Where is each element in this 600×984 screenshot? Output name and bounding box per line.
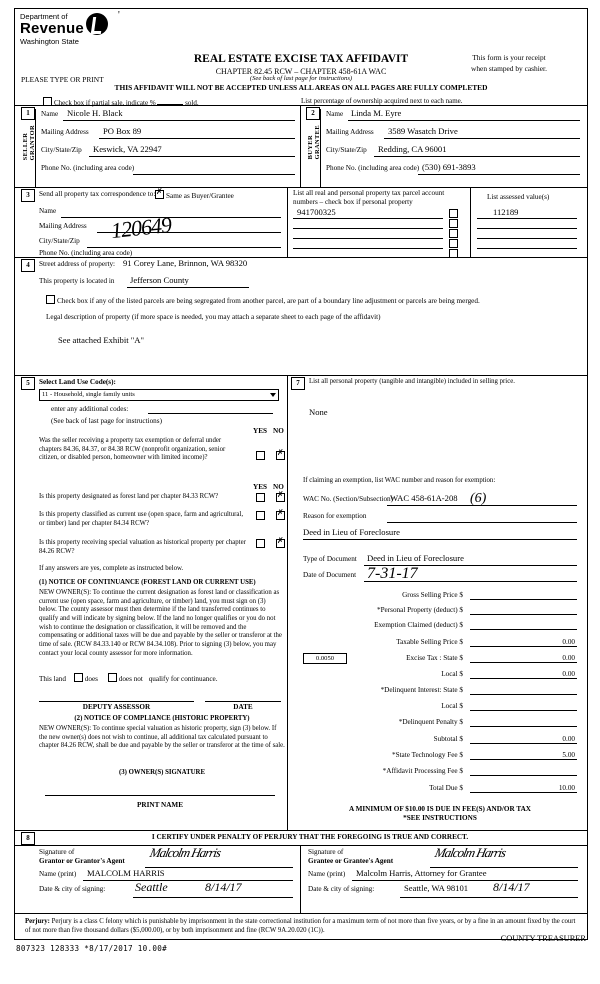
perjury-text: Perjury is a class C felony which is punishable by imprisonment in the state correctional institution for a maximum term of not more than five years, or by a fine in an amount fixed by the court of not more than five thousand dollars ($5,000.00), or by both imprisonment and fine (RCW 9A.20.020 (1C)).	[25, 918, 576, 935]
grantee-print-label: Name (print)	[308, 870, 346, 878]
located-in-value[interactable]: Jefferson County	[130, 275, 189, 285]
ownership-pct-note: List percentage of ownership acquired next to each name.	[301, 97, 463, 105]
row-label-11: *Affidavit Processing Fee $	[382, 767, 463, 775]
owners-signature-title: (3) OWNER(S) SIGNATURE	[119, 769, 205, 776]
document-type-label: Type of Document	[303, 555, 357, 563]
grantee-signature-label-1: Signature of	[308, 848, 344, 856]
q2-yes-checkbox[interactable]	[256, 493, 265, 502]
buyer-name-value[interactable]: Linda M. Eyre	[351, 108, 402, 118]
buyer-csz-label: City/State/Zip	[326, 146, 367, 154]
excise-rate-field[interactable]	[303, 653, 347, 664]
see-back-last-page: (See back of last page for instructions)	[51, 417, 162, 425]
grantor-signature-label-1: Signature of	[39, 848, 75, 856]
no-label-1: NO	[273, 427, 284, 435]
document-date-value[interactable]: 7-31-17	[367, 565, 418, 582]
q1-yes-checkbox[interactable]	[256, 451, 265, 460]
row-value-9: 0.00	[562, 735, 575, 743]
notice-continuance-title: (1) NOTICE OF CONTINUANCE (FOREST LAND OR CURRENT USE)	[39, 579, 256, 586]
pen-mark: '	[118, 10, 120, 21]
handwritten-parcel-note: 120649	[109, 211, 173, 244]
grantor-date-city[interactable]: Seattle	[135, 880, 168, 894]
row-value-4: 0.00	[562, 654, 575, 662]
minimum-due-line1: A MINIMUM OF $10.00 IS DUE IN FEE(S) AND/OR TAX	[349, 805, 531, 813]
grantor-print-value[interactable]: MALCOLM HARRIS	[87, 868, 165, 878]
row-label-7: Local $	[441, 702, 463, 710]
grantee-signature-mark[interactable]: Malcolm Harris	[433, 845, 507, 860]
section-5-number: 5	[21, 377, 35, 390]
grantor-signature-mark[interactable]: Malcolm Harris	[148, 845, 222, 860]
this-land-label: This land	[39, 675, 66, 683]
grantee-date-city[interactable]: Seattle, WA 98101	[404, 883, 469, 893]
dept-line1: Department of	[20, 12, 68, 21]
reason-exemption-value[interactable]: Deed in Lieu of Foreclosure	[303, 527, 400, 537]
certify-statement: I CERTIFY UNDER PENALTY OF PERJURY THAT THE FOREGOING IS TRUE AND CORRECT.	[151, 833, 469, 841]
grantor-signature-label-2: Grantor or Grantor's Agent	[39, 857, 125, 865]
parcel-header-line1: List all real and personal property tax parcel account	[293, 189, 445, 197]
row-label-4: Excise Tax : State $	[406, 654, 463, 662]
section-3-number: 3	[21, 189, 35, 202]
row-label-12: Total Due $	[429, 784, 463, 792]
see-back-instructions: (See back of last page for instructions)	[249, 75, 353, 82]
section-4-number: 4	[21, 259, 35, 272]
seller-name-label: Name	[41, 110, 59, 118]
located-in-label: This property is located in	[39, 277, 115, 285]
wac-no-label: WAC No. (Section/Subsection)	[303, 495, 394, 503]
county-treasurer-label: COUNTY TREASURER	[500, 934, 586, 943]
receipt-line1: This form is your receipt	[472, 53, 546, 62]
dept-line3: Washington State	[20, 36, 79, 46]
section-2-number: 2	[306, 107, 320, 120]
parcel-number-0[interactable]: 941700325	[297, 207, 336, 217]
same-as-buyer-label: Same as Buyer/Grantee	[166, 192, 234, 200]
same-as-buyer-row[interactable]	[155, 190, 234, 200]
form-subtitle: CHAPTER 82.45 RCW – CHAPTER 458-61A WAC	[215, 67, 387, 76]
does-not-checkbox[interactable]	[108, 673, 117, 682]
grantor-date-value[interactable]: 8/14/17	[205, 880, 242, 894]
buyer-csz-value[interactable]: Redding, CA 96001	[378, 144, 447, 154]
buyer-name-label: Name	[326, 110, 344, 118]
print-name-label: PRINT NAME	[137, 801, 183, 809]
row-value-10: 5.00	[562, 751, 575, 759]
form-title: REAL ESTATE EXCISE TAX AFFIDAVIT	[193, 53, 409, 65]
segregated-checkbox[interactable]	[46, 295, 55, 304]
row-value-12: 10.00	[558, 784, 575, 792]
row-label-0: Gross Selling Price $	[402, 591, 463, 599]
grantor-date-label: Date & city of signing:	[39, 885, 106, 893]
grantee-signature-label-2: Grantee or Grantee's Agent	[308, 857, 394, 865]
question-4-text: Is this property receiving special valuation as historical property per chapter 84.26 RCW?	[39, 539, 246, 555]
buyer-phone-label: Phone No. (including area code)	[326, 164, 420, 172]
seller-grantor-side-label: SELLER GRANTOR	[22, 125, 36, 161]
same-as-buyer-checkbox[interactable]	[155, 190, 164, 199]
form-frame	[14, 8, 588, 940]
buyer-mailing-value[interactable]: 3589 Wasatch Drive	[388, 126, 458, 136]
personal-property-label: List all personal property (tangible and intangible) included in selling price.	[309, 378, 515, 385]
street-address-label: Street address of property:	[39, 260, 116, 268]
q4-no-checkbox[interactable]	[276, 539, 285, 548]
segregated-row[interactable]	[46, 295, 566, 305]
if-any-yes-text: If any answers are yes, complete as instructed below.	[39, 565, 184, 572]
q3-yes-checkbox[interactable]	[256, 511, 265, 520]
receipt-line2: when stamped by cashier.	[471, 63, 547, 73]
assessed-header: List assessed value(s)	[487, 193, 550, 201]
q3-no-checkbox[interactable]	[276, 511, 285, 520]
continuance-row[interactable]	[39, 673, 218, 683]
perjury-note	[25, 917, 577, 935]
grantee-print-value[interactable]: Malcolm Harris, Attorney for Grantee	[356, 868, 487, 878]
grantee-date-value[interactable]: 8/14/17	[493, 880, 530, 894]
land-use-title: Select Land Use Code(s):	[39, 378, 116, 386]
parcel-header-line2: numbers – check box if personal property	[293, 198, 413, 206]
seller-csz-value[interactable]: Keswick, VA 22947	[93, 144, 162, 154]
excise-rate-value: 0.0050	[315, 655, 335, 662]
seller-csz-label: City/State/Zip	[41, 146, 82, 154]
chevron-down-icon[interactable]	[270, 393, 276, 397]
type-or-print-label: PLEASE TYPE OR PRINT	[21, 75, 104, 84]
reason-exemption-label: Reason for exemption	[303, 512, 367, 520]
land-use-selected-value: 11 - Household, single family units	[42, 391, 135, 398]
row-value-3: 0.00	[562, 638, 575, 646]
partial-sale-label: Check box if partial sale, indicate %	[54, 99, 156, 107]
additional-codes-label: enter any additional codes:	[51, 405, 129, 413]
row-label-5: Local $	[441, 670, 463, 678]
q4-yes-checkbox[interactable]	[256, 539, 265, 548]
no-label-2: NO	[273, 483, 284, 491]
yes-label-2: YES	[253, 483, 267, 491]
seller-mailing-value[interactable]: PO Box 89	[103, 126, 142, 136]
buyer-phone-value[interactable]: (530) 691-3893	[422, 162, 476, 172]
notice-compliance-body: NEW OWNER(S): To continue special valuation as historic property, sign (3) below. If the new owner(s) does not wish to continue, all additional tax calculated pursuant to chapter 84.26 RCW, shall be due and payable by the seller or transferor at the time of sale.	[39, 725, 285, 750]
yes-label-1: YES	[253, 427, 267, 435]
cashier-stamp: 807323 128333 *8/17/2017 10.00#	[16, 944, 168, 953]
seller-name-value[interactable]: Nicole H. Black	[67, 108, 123, 118]
legal-description-value[interactable]: See attached Exhibit "A"	[58, 335, 145, 345]
wac-no-value[interactable]: WAC 458-61A-208	[390, 493, 458, 503]
buyer-mailing-label: Mailing Address	[326, 128, 374, 136]
deputy-assessor-label: DEPUTY ASSESSOR	[82, 703, 151, 711]
parcel-personal-checkbox-4[interactable]	[449, 249, 458, 258]
section-8-number: 8	[21, 832, 35, 845]
seller-phone-label: Phone No. (including area code)	[41, 164, 135, 172]
question-2-text: Is this property designated as forest land per chapter 84.33 RCW?	[39, 493, 219, 500]
row-value-5: 0.00	[562, 670, 575, 678]
question-1-text: Was the seller receiving a property tax exemption or deferral under chapters 84.36, 84.37, or 84.38 RCW (nonprofit organization, senior citizen, or disabled person, homeowner with limited income)?	[39, 437, 226, 462]
parcel-personal-checkbox-2[interactable]	[449, 229, 458, 238]
row-label-2: Exemption Claimed (deduct) $	[374, 621, 463, 629]
buyer-grantee-side-label: BUYER GRANTEE	[307, 125, 321, 160]
seller-mailing-label: Mailing Address	[41, 128, 89, 136]
street-address-value[interactable]: 91 Corey Lane, Brinnon, WA 98320	[123, 258, 248, 268]
affidavit-warning: THIS AFFIDAVIT WILL NOT BE ACCEPTED UNLESS ALL AREAS ON ALL PAGES ARE FULLY COMPLETED	[114, 83, 488, 92]
personal-property-value[interactable]: None	[309, 407, 328, 417]
partial-sale-sold: sold.	[185, 99, 199, 107]
minimum-due-line2: *SEE INSTRUCTIONS	[403, 814, 477, 822]
section-7-number: 7	[291, 377, 305, 390]
does-label: does	[84, 675, 98, 683]
notice-compliance-title: (2) NOTICE OF COMPLIANCE (HISTORIC PROPERTY)	[74, 715, 250, 722]
row-label-9: Subtotal $	[433, 735, 463, 743]
section-1-number: 1	[21, 107, 35, 120]
q1-no-checkbox[interactable]	[276, 451, 285, 460]
qualify-label: qualify for continuance.	[148, 675, 218, 683]
legal-description-label: Legal description of property (if more space is needed, you may attach a separate sheet to each page of the affidavit)	[46, 313, 381, 321]
document-type-value[interactable]: Deed in Lieu of Foreclosure	[367, 553, 464, 563]
segregated-label: Check box if any of the listed parcels are being segregated from another parcel, are part of a boundary line adjustment or parcels are being merged.	[57, 297, 480, 305]
row-label-3: Taxable Selling Price $	[396, 638, 463, 646]
does-checkbox[interactable]	[74, 673, 83, 682]
row-label-10: *State Technology Fee $	[391, 751, 463, 759]
correspondence-label: Send all property tax correspondence to:	[39, 190, 156, 198]
parcel-personal-checkbox-3[interactable]	[449, 239, 458, 248]
grantor-print-label: Name (print)	[39, 870, 77, 878]
receipt-note	[439, 53, 579, 74]
perjury-label: Perjury:	[25, 918, 50, 925]
notice-continuance-body: NEW OWNER(S): To continue the current designation as forest land or classification as current use (open space, farm and agriculture, or timber) land, you must sign on (3) below. The county assessor must then determine if the land transferred continues to qualify and will indicate by signing below. If the land no longer qualifies or you do not wish to continue the designation or classification, it will be removed and the compensating or additional taxes will be due and payable by the seller or transferor at the time of sale. (RCW 84.33.140 or RCW 84.34.108). Prior to signing (3) below, you may contact your local county assessor for more information.	[39, 589, 282, 657]
corr-mailing-label: Mailing Address	[39, 222, 87, 230]
land-use-select[interactable]	[39, 389, 279, 401]
dept-line2: Revenue	[20, 20, 84, 37]
corr-csz-label: City/State/Zip	[39, 237, 80, 245]
assessor-date-label: DATE	[233, 703, 253, 711]
question-3-text: Is this property classified as current use (open space, farm and agricultural, or timber) land per chapter 84.34 RCW?	[39, 511, 244, 527]
row-label-1: *Personal Property (deduct) $	[376, 606, 463, 614]
parcel-personal-checkbox-1[interactable]	[449, 219, 458, 228]
document-date-label: Date of Document	[303, 571, 357, 579]
q2-no-checkbox[interactable]	[276, 493, 285, 502]
row-label-8: *Delinquent Penalty $	[398, 718, 463, 726]
assessed-value-0[interactable]: 112189	[493, 207, 519, 217]
corr-phone-label: Phone No. (including area code)	[39, 249, 133, 257]
grantee-date-label: Date & city of signing:	[308, 885, 375, 893]
exemption-label: If claiming an exemption, list WAC number and reason for exemption:	[303, 477, 496, 484]
row-label-6: *Delinquent Interest: State $	[380, 686, 463, 694]
parcel-personal-checkbox-0[interactable]	[449, 209, 458, 218]
does-not-label: does not	[118, 675, 143, 683]
wac-handwritten-note: (6)	[470, 491, 487, 506]
corr-name-label: Name	[39, 207, 57, 215]
